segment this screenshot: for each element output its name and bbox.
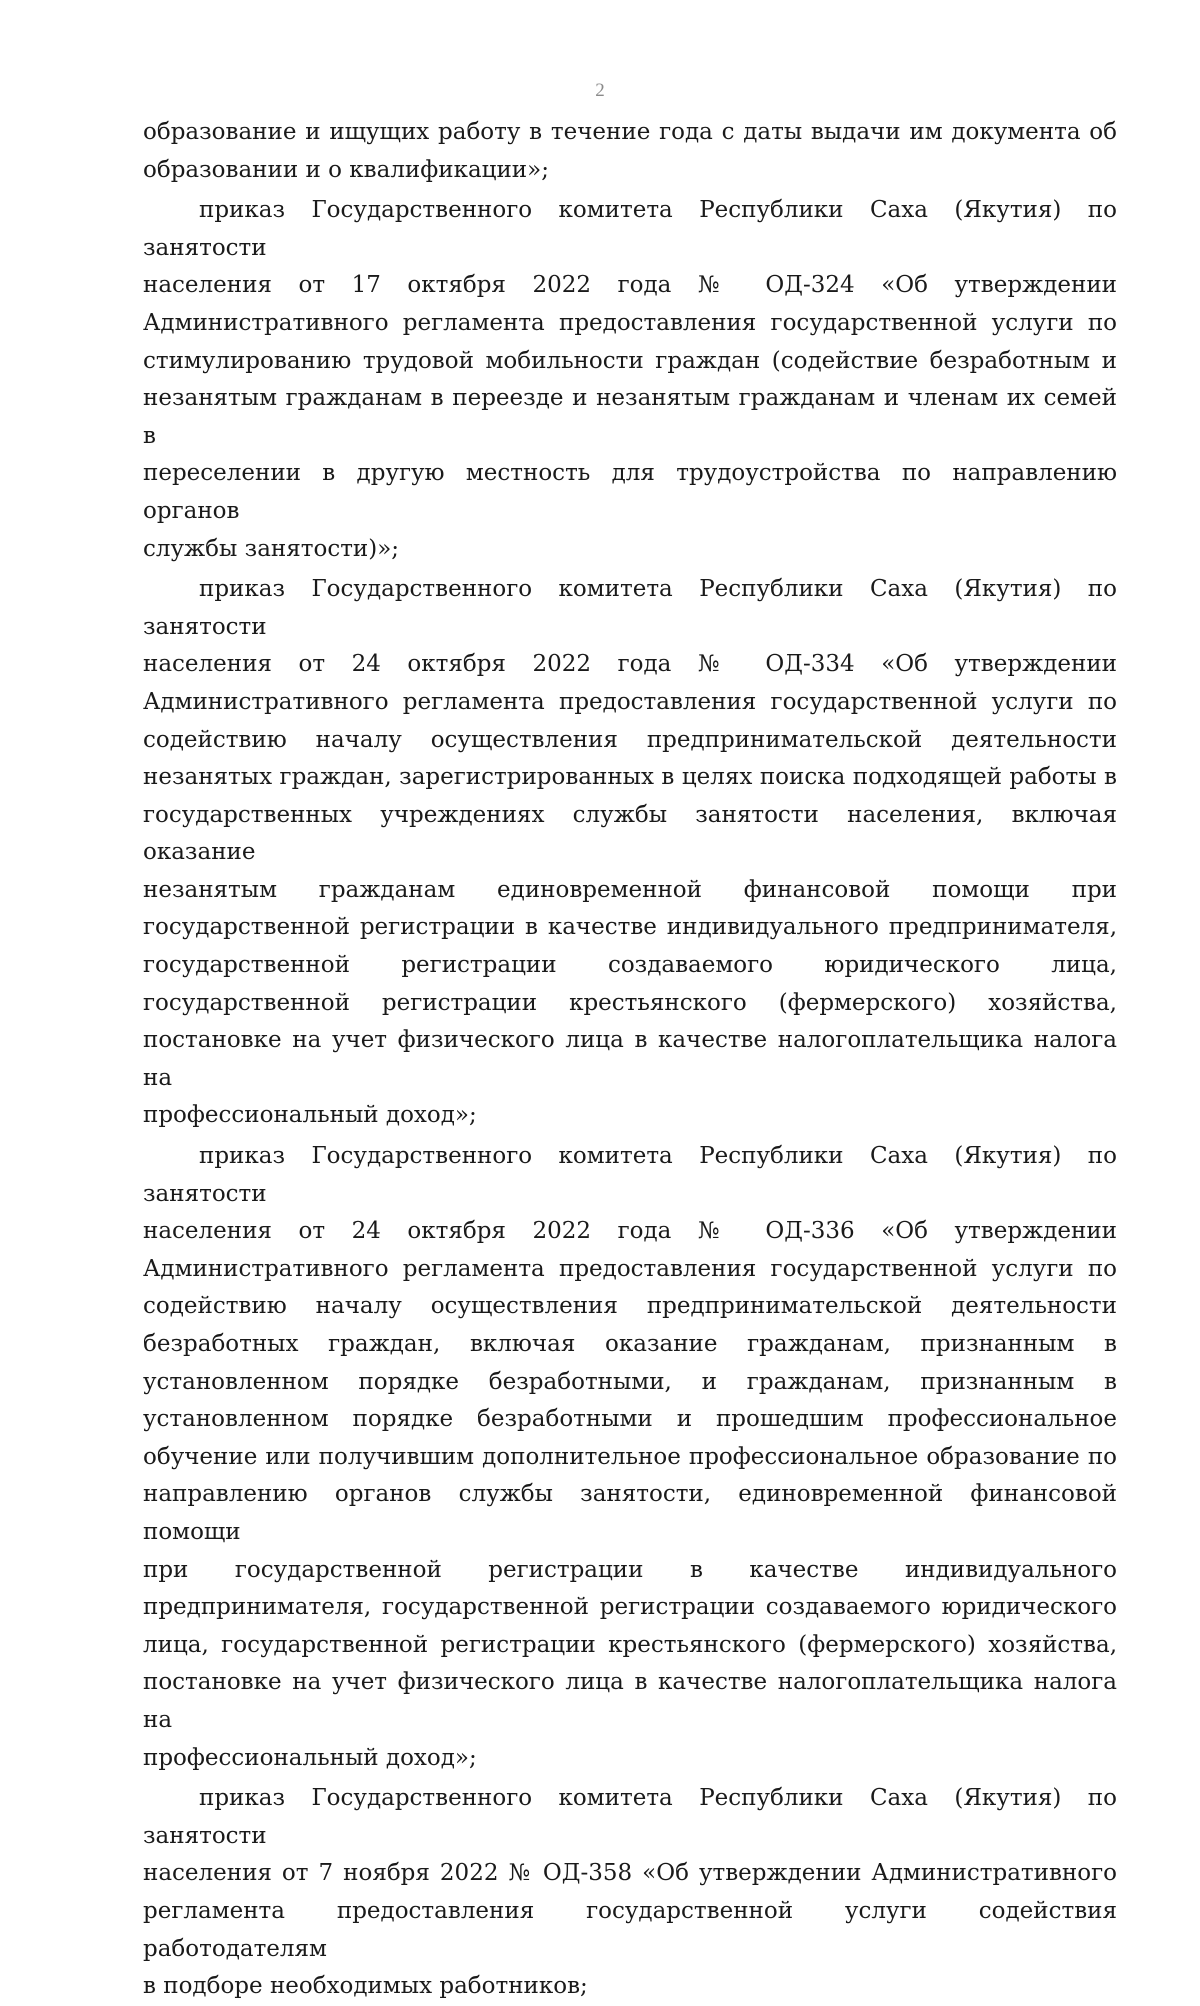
paragraph [143, 571, 1117, 1135]
text-line: образование и ищущих работу в течение года с даты выдачи им документа об [143, 119, 1117, 145]
text-line: государственной регистрации в качестве индивидуального предпринимателя, [143, 914, 1117, 941]
text-line: лица, государственной регистрации крестьянского (фермерского) хозяйства, [143, 1631, 1117, 1658]
text-line: приказ Государственного комитета Республики Саха (Якутия) по занятости [143, 197, 1117, 261]
paragraph [143, 192, 1117, 568]
text-line: незанятых граждан, зарегистрированных в целях поиска подходящей работы в [143, 764, 1117, 791]
text-line: приказ Государственного комитета Республики Саха (Якутия) по занятости [143, 576, 1117, 640]
text-line: установленном порядке безработными и прошедшим профессиональное [143, 1406, 1117, 1433]
text-line: населения от 24 октября 2022 года № ОД-336 «Об утверждении [143, 1218, 1117, 1245]
text-line: безработных граждан, включая оказание гражданам, признанным в [143, 1331, 1117, 1357]
text-line: содействию началу осуществления предпринимательской деятельности [143, 726, 1117, 753]
text-line: в подборе необходимых работников; [143, 1973, 588, 2000]
text-line: стимулированию трудовой мобильности граждан (содействие безработным и [143, 347, 1117, 374]
text-line: постановке на учет физического лица в качестве налогоплательщика налога на [143, 1027, 1117, 1091]
text-line: государственной регистрации крестьянского (фермерского) хозяйства, [143, 989, 1117, 1016]
text-line: незанятым гражданам в переезде и незанятым гражданам и членам их семей в [143, 385, 1117, 449]
text-line: службы занятости)»; [143, 535, 400, 562]
text-line: направлению органов службы занятости, единовременной финансовой помощи [143, 1481, 1117, 1545]
text-line: образовании и о квалификации»; [143, 156, 549, 183]
text-line: профессиональный доход»; [143, 1102, 477, 1129]
text-line: содействию началу осуществления предпринимательской деятельности [143, 1293, 1117, 1320]
text-line: предпринимателя, государственной регистрации создаваемого юридического [143, 1594, 1117, 1621]
page-number: 2 [595, 80, 605, 101]
document-body [143, 114, 1117, 2006]
text-line: профессиональный доход»; [143, 1744, 477, 1771]
text-line: незанятым гражданам единовременной финансовой помощи при [143, 876, 1117, 903]
text-line: населения от 17 октября 2022 года № ОД-324 «Об утверждении [143, 272, 1117, 299]
text-line: обучение или получившим дополнительное профессиональное образование по [143, 1443, 1117, 1470]
text-line: установленном порядке безработными, и гражданам, признанным в [143, 1368, 1117, 1395]
text-line: населения от 24 октября 2022 года № ОД-334 «Об утверждении [143, 651, 1117, 678]
text-line: переселении в другую местность для трудоустройства по направлению органов [143, 460, 1117, 524]
paragraph [143, 114, 1117, 189]
text-line: регламента предоставления государственной услуги содействия работодателям [143, 1897, 1117, 1962]
text-line: Административного регламента предоставления государственной услуги по [143, 309, 1117, 336]
text-line: постановке на учет физического лица в качестве налогоплательщика налога на [143, 1669, 1117, 1733]
paragraph [143, 1138, 1117, 1777]
text-line: при государственной регистрации в качестве индивидуального [143, 1556, 1117, 1583]
text-line: населения от 7 ноября 2022 № ОД-358 «Об утверждении Административного [143, 1860, 1117, 1887]
text-line: Административного регламента предоставления государственной услуги по [143, 688, 1117, 715]
text-line: государственных учреждениях службы занятости населения, включая оказание [143, 801, 1117, 866]
text-line: государственной регистрации создаваемого юридического лица, [143, 952, 1117, 979]
paragraph [143, 1780, 1117, 2006]
text-line: приказ Государственного комитета Республики Саха (Якутия) по занятости [143, 1143, 1117, 1207]
text-line: приказ Государственного комитета Республики Саха (Якутия) по занятости [143, 1785, 1117, 1849]
text-line: Административного регламента предоставления государственной услуги по [143, 1255, 1117, 1282]
